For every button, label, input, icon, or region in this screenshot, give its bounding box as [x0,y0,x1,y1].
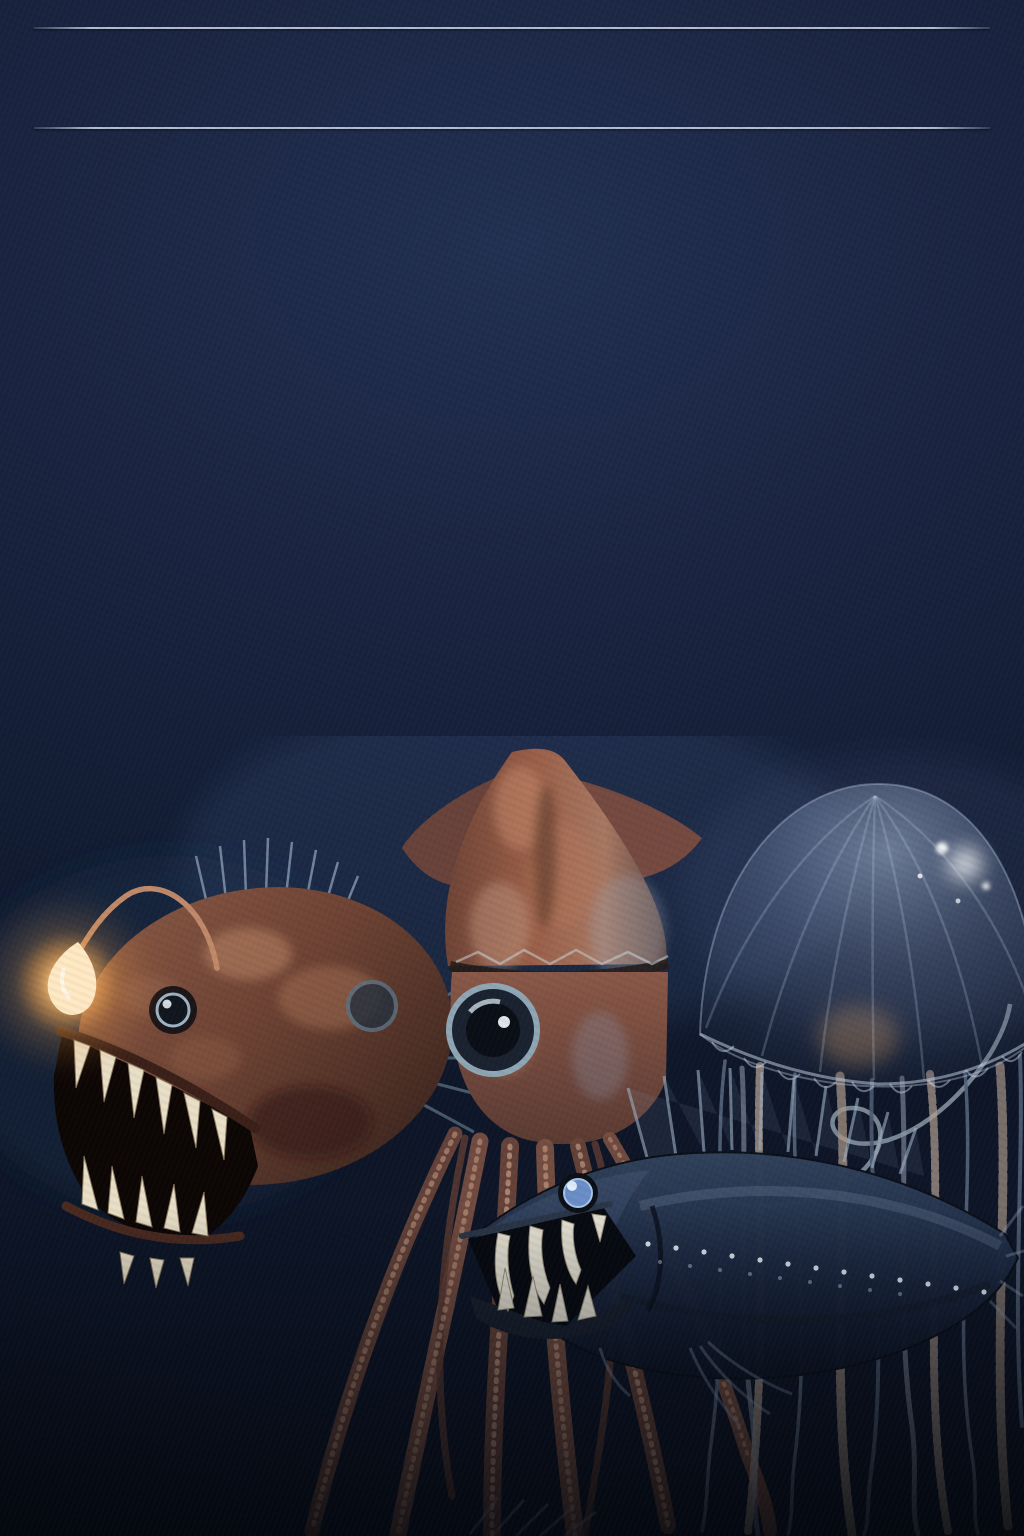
page-title [55,43,1024,115]
jellyfish-sparkle [949,848,981,880]
divider-under-title [34,127,990,129]
brand-logo [0,0,1024,13]
deep-sea-illustration [0,736,1024,1536]
squid-left-eye [348,982,396,1030]
divider-top [34,27,990,29]
abyss-darkness [0,1206,1024,1536]
